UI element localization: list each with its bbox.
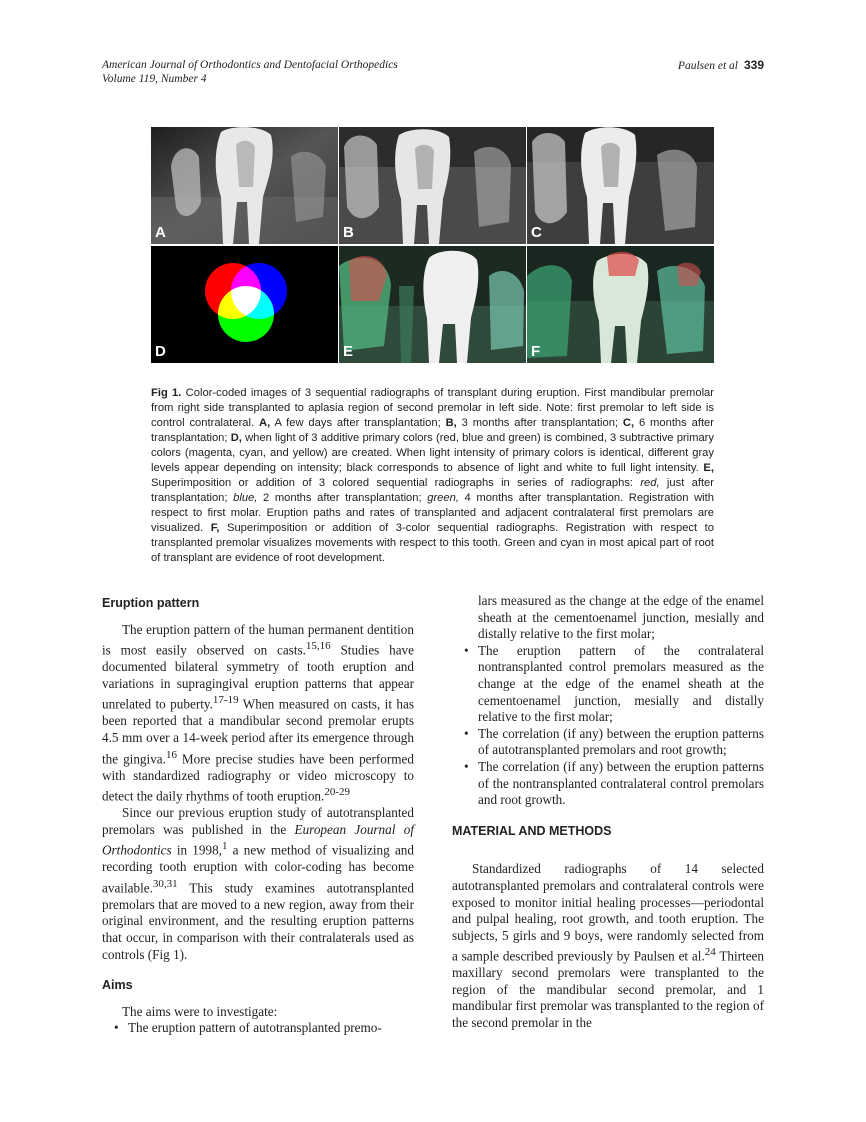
heading-eruption-pattern: Eruption pattern [102,596,200,610]
aims-list [102,1020,414,1037]
panel-label-f: F [531,343,541,360]
panel-label-c: C [531,224,542,241]
figure-caption: Fig 1. Color-coded images of 3 sequential radiographs of transplant during eruption. First mandibular premolar from right side transplanted to aplasia region of second premolar in left side. Note: first premolar to left side is control contralateral. A, A few days after transplantation; B, 3 months after transplantation; C, 6 months after transplantation; D, when light of 3 additive primary colors (red, blue and green) is combined, 3 subtractive primary colors (magenta, cyan, and yellow) are created. When light intensity of primary colors is identical, different gray levels appear depending on intensity; black corresponds to absence of light and white to full light intensity. E, Superimposition or addition of 3 colored sequential radiographs in series of radiographs: red, just after transplantation; blue, 2 months after transplantation; green, 4 months after transplantation. Registration with respect to first molar. Eruption paths and rates of transplanted and adjacent contralateral first premolars are visualized. F, Superimposition or addition of 3-color sequential radiographs. Registration with respect to transplanted premolar visualizes movements with respect to this tooth. Green and cyan in most apical part of root of transplant are evidence of root development. [151,387,715,564]
color-circles-diagram [151,246,338,363]
running-header-page [678,58,764,72]
list-item: • The correlation (if any) between the eruption patterns of autotransplanted premolars and root growth; [452,726,764,759]
running-authors: Paulsen et al [677,60,738,72]
heading-aims: Aims [102,978,133,993]
list-item: • The correlation (if any) between the eruption patterns of the nontransplanted contralateral control premolars and root growth. [452,759,764,809]
radiograph-a-image [151,127,338,244]
figure-panel-e [339,246,526,363]
paragraph-eruption-1: The eruption pattern of the human permanent dentition is most easily observed on casts.$^{15,16}$ Studies have documented bilateral symmetry of tooth eruption and variations in supragingival eruption patterns that appear unrelated to puberty.$^{17-19}$ When measured on casts, it has been reported that a mandibular second premolar erupts 4.5 mm over a 14-week period after its emergence through the gingiva.$^{16}$ More precise studies have been performed with standardized radiography or video microscopy to detect the daily rhythms of tooth eruption.$^{20-29}$ [102,621,414,804]
figure-panel-a [151,127,338,244]
aims-intro: The aims were to investigate: [122,1003,278,1019]
paragraph-eruption-2: Since our previous eruption study of autotransplanted premolars was published in the European Journal of Orthodontics in 1998,$^1$ a new method of visualizing and recording tooth eruption with color-coding has become available.$^{30,31}$ This study examines autotransplanted premolars that are moved to a new region, away from their original environment, and the resulting eruption patterns that occur, in comparison with their contralaterals used as controls (Fig 1). [102,805,414,962]
list-item: • The eruption pattern of autotransplanted premo- [102,1020,414,1037]
superimposed-radiograph-f-image [527,246,714,363]
aims-list-continued [452,643,764,809]
running-header-journal [102,58,398,86]
panel-label-e: E [343,343,354,360]
journal-volume: Volume 119, Number 4 [102,73,207,85]
right-column [452,593,764,1032]
list-item: • The eruption pattern of the contralateral nontransplanted control premolars measured as the change at the edge of the enamel sheath at the cementoenamel junction, mesially and distally relative to the first molar; [452,643,764,726]
radiograph-c-image [527,127,714,244]
heading-material-methods: MATERIAL AND METHODS [452,823,612,838]
radiograph-b-image [339,127,526,244]
caption-label: Fig 1. [151,387,182,399]
figure-panel-c [527,127,714,244]
page-number: 339 [743,58,764,72]
figure-panel-b [339,127,526,244]
journal-title: American Journal of Orthodontics and Dentofacial Orthopedics [102,59,398,71]
figure-panel-d [151,246,338,363]
figure-panel-f [527,246,714,363]
panel-label-a: A [155,224,166,241]
paragraph-methods-1: Standardized radiographs of 14 selected autotransplanted premolars and contralateral controls were exposed to monitor initial healing processes—periodontal and pulpal healing, root growth, and tooth eruption. The subjects, 5 girls and 9 boys, were randomly selected from a sample described previously by Paulsen et al.$^{24}$ Thirteen maxillary second premolars were transplanted to the region of the mandibular second premolar, and 1 mandibular first premolar was transplanted to the region of the second premolar in the [452,861,765,1031]
figure-1 [151,127,714,363]
panel-label-d: D [155,343,166,360]
aim-1-continued: lars measured as the change at the edge of the enamel sheath at the cementoenamel junction, mesially and distally relative to the first molar; [478,593,764,642]
left-column [102,593,414,1037]
superimposed-radiograph-e-image [339,246,526,363]
panel-label-b: B [343,224,354,241]
